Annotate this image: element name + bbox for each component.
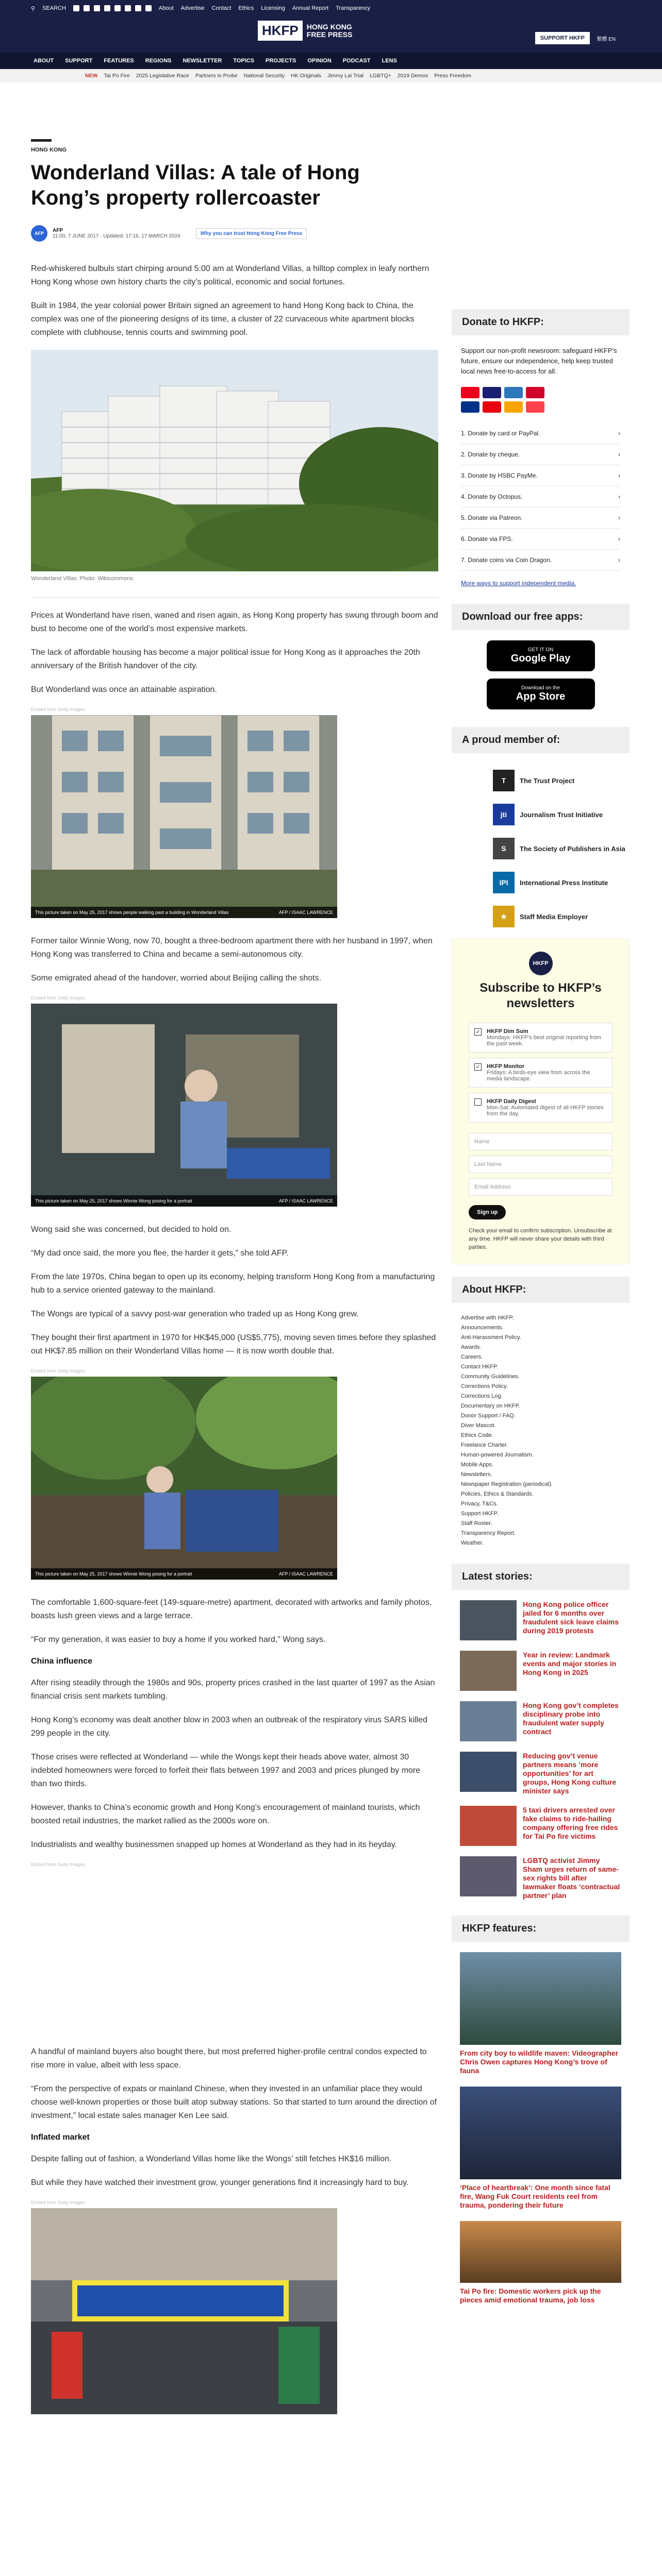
visa-icon bbox=[483, 387, 501, 398]
about-link[interactable]: Mobile Apps. bbox=[461, 1462, 493, 1468]
member-heading: A proud member of: bbox=[452, 727, 630, 753]
x-icon[interactable] bbox=[84, 5, 90, 11]
telegram-icon[interactable] bbox=[125, 5, 131, 11]
donate-option[interactable] bbox=[461, 465, 620, 486]
chevron-right-icon: › bbox=[618, 493, 620, 500]
article-title: Wonderland Villas: A tale of Hong Kong’s property rollercoaster bbox=[31, 161, 360, 209]
trust-link[interactable]: Why you can trust Hong Kong Free Press bbox=[196, 228, 307, 239]
newsletter-name: HKFP Daily Digest bbox=[487, 1098, 536, 1105]
email-icon[interactable] bbox=[145, 5, 152, 11]
story-title[interactable]: LGBTQ activist Jimmy Sham urges return of same-sex rights bill after lawmaker floats ‘contractual partner’ plan bbox=[523, 1856, 620, 1900]
latest-story[interactable] bbox=[452, 1806, 630, 1846]
facebook-icon[interactable] bbox=[73, 5, 79, 11]
linkedin-icon[interactable] bbox=[135, 5, 141, 11]
jti-badge[interactable] bbox=[452, 798, 630, 832]
about-heading: About HKFP: bbox=[452, 1277, 630, 1303]
ipi-badge[interactable] bbox=[452, 866, 630, 900]
newsletter-option[interactable] bbox=[469, 1093, 613, 1123]
logo-text: HONG KONG FREE PRESS bbox=[306, 22, 353, 39]
getty-caption: This picture taken on May 25, 2017 shows Winnie Wong posing for a portrait bbox=[35, 1198, 192, 1204]
getty-photo-terrace[interactable] bbox=[31, 1377, 337, 1580]
new-badge: NEW bbox=[85, 73, 98, 79]
main-nav bbox=[0, 53, 662, 69]
about-link[interactable]: Ethics Code. bbox=[461, 1432, 493, 1438]
member-label: Journalism Trust Initiative bbox=[520, 810, 603, 819]
donate-option[interactable] bbox=[461, 529, 620, 550]
google-play-label: Google Play bbox=[510, 653, 571, 664]
about-link[interactable]: Careers. bbox=[461, 1354, 483, 1360]
youtube-icon[interactable] bbox=[114, 5, 121, 11]
signup-button[interactable]: Sign up bbox=[469, 1205, 506, 1219]
newsletter-box bbox=[452, 939, 630, 1264]
member-label: The Trust Project bbox=[520, 776, 575, 785]
about-link[interactable]: Donor Support / FAQ. bbox=[461, 1413, 516, 1419]
paragraph: The lack of affordable housing has become a major political issue for Hong Kong as it approaches the 20th anniversary of the British handover of the city. bbox=[31, 648, 420, 670]
about-links bbox=[452, 1313, 630, 1548]
about-link[interactable]: Community Guidelines. bbox=[461, 1374, 520, 1380]
site-logo[interactable] bbox=[258, 21, 353, 41]
last-name-input[interactable]: Last Name bbox=[469, 1156, 613, 1173]
getty-caption: This picture taken on May 25, 2017 shows people walking past a building in Wonderland Villas bbox=[35, 910, 229, 915]
trending-link[interactable]: National Security bbox=[243, 73, 285, 79]
app-store-small: Download on the bbox=[521, 685, 560, 691]
newsletter-option[interactable] bbox=[469, 1023, 613, 1053]
getty-photo-portrait[interactable] bbox=[31, 1004, 337, 1207]
member-label: The Society of Publishers in Asia bbox=[520, 844, 625, 853]
author-avatar[interactable]: AFP bbox=[31, 225, 47, 242]
payme-icon bbox=[483, 401, 501, 413]
donate-option[interactable] bbox=[461, 486, 620, 507]
portrait-illustration bbox=[31, 1004, 337, 1207]
google-play-small: GET IT ON bbox=[527, 647, 554, 653]
story-thumbnail[interactable] bbox=[460, 1806, 517, 1846]
about-link[interactable]: Documentary on HKFP. bbox=[461, 1403, 520, 1409]
about-link[interactable]: Contact HKFP. bbox=[461, 1364, 498, 1370]
divider bbox=[31, 597, 438, 598]
newsletter-note: Check your email to confirm subscription. Unsubscribe at any time. HKFP will never share your details with third parties. bbox=[469, 1228, 612, 1250]
paragraph: The comfortable 1,600-square-feet (149-square-metre) apartment, decorated with artworks and family photos, boasts lush green views and a large terrace. bbox=[31, 1598, 432, 1620]
paragraph: From the late 1970s, China began to open up its economy, helping transform Hong Kong from a manufacturing hub to a service oriented gateway to the mainland. bbox=[31, 1273, 435, 1295]
paragraph: “For my generation, it was easier to buy a home if you worked hard,” Wong says. bbox=[31, 1635, 326, 1644]
checkbox-icon[interactable] bbox=[474, 1098, 482, 1106]
donate-option[interactable] bbox=[461, 444, 620, 465]
getty-photo-street[interactable] bbox=[31, 2208, 337, 2414]
feature-thumbnail[interactable] bbox=[460, 2221, 621, 2283]
feature-thumbnail[interactable] bbox=[460, 2087, 621, 2179]
checkbox-checked-icon[interactable]: ✓ bbox=[474, 1028, 482, 1036]
story-title[interactable]: Reducing gov’t venue partners means ‘more opportunities’ for art groups, Hong Kong culture minister says bbox=[523, 1752, 617, 1795]
divider bbox=[31, 139, 52, 142]
language-switch[interactable]: 繁體 EN bbox=[597, 37, 616, 42]
about-link[interactable]: Anti-Harassment Policy. bbox=[461, 1334, 521, 1341]
patreon-icon bbox=[526, 401, 544, 413]
getty-photo-building[interactable] bbox=[31, 715, 337, 918]
ethics-link[interactable]: Ethics bbox=[238, 5, 254, 11]
employer-icon: ★ bbox=[493, 906, 515, 927]
newsletter-title: Subscribe to HKFP’s newsletters bbox=[479, 981, 602, 1010]
story-title[interactable]: Year in review: Landmark events and major stories in Hong Kong in 2025 bbox=[523, 1651, 617, 1676]
paragraph: Former tailor Winnie Wong, now 70, bought a three-bedroom apartment there with her husband in 1997, when Hong Kong was transferred to China and became a semi-autonomous city. bbox=[31, 937, 433, 959]
story-title[interactable]: Hong Kong police officer jailed for 6 months over fraudulent sick leave claims during 2019 protests bbox=[523, 1600, 619, 1635]
newsletter-desc: Mon-Sat: Automated digest of all HKFP stories from the day. bbox=[487, 1105, 604, 1117]
nav-opinion[interactable]: OPINION bbox=[307, 58, 332, 64]
donate-option-label: 4. Donate by Octopus. bbox=[461, 493, 523, 500]
getty-credit: AFP / ISAAC LAWRENCE bbox=[278, 910, 333, 915]
trending-link[interactable]: Press Freedom bbox=[434, 73, 472, 79]
about-link[interactable]: Policies, Ethics & Standards. bbox=[461, 1491, 534, 1497]
donate-box bbox=[452, 346, 630, 588]
donate-heading: Donate to HKFP: bbox=[452, 309, 630, 335]
contact-link[interactable]: Contact bbox=[211, 5, 231, 11]
story-thumbnail[interactable] bbox=[460, 1856, 517, 1896]
about-link[interactable]: Transparency Report. bbox=[461, 1530, 516, 1536]
byline bbox=[31, 225, 438, 242]
annual-report-link[interactable]: Annual Report bbox=[292, 5, 329, 11]
paragraph: Wong said she was concerned, but decided to hold on. bbox=[31, 1225, 231, 1234]
feature-title[interactable]: Tai Po fire: Domestic workers pick up the pieces amid emotional trauma, job loss bbox=[460, 2287, 601, 2304]
support-hkfp-button[interactable]: SUPPORT HKFP bbox=[535, 32, 590, 44]
paypal-icon bbox=[461, 401, 479, 413]
more-ways-link[interactable]: More ways to support independent media. bbox=[461, 580, 576, 587]
paragraph: Some emigrated ahead of the handover, worried about Beijing calling the shots. bbox=[31, 974, 322, 982]
unionpay-icon bbox=[526, 387, 544, 398]
top-utility-bar bbox=[0, 0, 662, 16]
chevron-right-icon: › bbox=[618, 472, 620, 479]
donate-option[interactable] bbox=[461, 423, 620, 444]
about-link[interactable]: Human-powered Journalism. bbox=[461, 1452, 534, 1458]
app-store-label: App Store bbox=[516, 691, 566, 702]
chevron-right-icon: › bbox=[618, 514, 620, 521]
sopa-icon: S bbox=[493, 838, 515, 859]
about-link[interactable]: Announcements. bbox=[461, 1325, 504, 1331]
chevron-right-icon: › bbox=[618, 535, 620, 543]
story-thumbnail[interactable] bbox=[460, 1651, 517, 1691]
paragraph: Those crises were reflected at Wonderland — while the Wongs kept their heads above water, almost 30 indebted homeowners were forced to forfeit their flats between 1997 and 2003 and prices plunged by more than two thirds. bbox=[31, 1753, 421, 1788]
trending-link[interactable]: Jimmy Lai Trial bbox=[327, 73, 364, 79]
chevron-right-icon: › bbox=[618, 556, 620, 564]
about-link[interactable]: Weather. bbox=[461, 1540, 484, 1546]
paragraph: Hong Kong’s economy was dealt another blow in 2003 when an outbreak of the respiratory virus SARS killed 299 people in the city. bbox=[31, 1716, 428, 1738]
nav-podcast[interactable]: PODCAST bbox=[342, 58, 371, 64]
social-icons bbox=[73, 5, 152, 11]
checkbox-checked-icon[interactable]: ✓ bbox=[474, 1063, 482, 1071]
about-link[interactable]: About bbox=[158, 5, 174, 11]
features-heading: HKFP features: bbox=[452, 1916, 630, 1942]
about-link[interactable]: Support HKFP. bbox=[461, 1511, 499, 1517]
getty-embed-label: Embed from Getty Images bbox=[31, 1862, 86, 1867]
transparency-link[interactable]: Transparency bbox=[336, 5, 371, 11]
donate-options bbox=[461, 423, 620, 571]
terrace-illustration bbox=[31, 1377, 337, 1580]
feature-thumbnail[interactable] bbox=[460, 1952, 621, 2045]
paragraph: The Wongs are typical of a savvy post-war generation who traded up as Hong Kong grew. bbox=[31, 1310, 359, 1318]
paragraph: However, thanks to China’s economic growth and Hong Kong’s encouragement of mainland tourists, which boosted retail industries, the market rallied as the 2000s wore on. bbox=[31, 1803, 420, 1825]
newsletter-desc: Fridays: A birds-eye view from across the media landscape. bbox=[487, 1070, 590, 1082]
trending-link[interactable]: 2025 Legislative Race bbox=[136, 73, 190, 79]
newsletter-option[interactable] bbox=[469, 1058, 613, 1088]
trending-link[interactable]: 2019 Demos bbox=[397, 73, 428, 79]
paragraph: Red-whiskered bulbuls start chirping around 5:00 am at Wonderland Villas, a hilltop complex in leafy northern Hong Kong whose own history charts the city’s political, economic and social fortunes. bbox=[31, 264, 429, 286]
nav-newsletter[interactable]: NEWSLETTER bbox=[183, 58, 222, 64]
getty-embed-placeholder bbox=[31, 1870, 438, 2045]
donate-option-label: 2. Donate by cheque. bbox=[461, 451, 520, 458]
trending-link[interactable]: Tai Po Fire bbox=[104, 73, 130, 79]
search-link[interactable]: SEARCH bbox=[42, 5, 66, 11]
member-label: Staff Media Employer bbox=[520, 912, 588, 921]
feature-title[interactable]: ‘Place of heartbreak’: One month since fatal fire, Wang Fuk Court residents reel from trauma, pondering their future bbox=[460, 2183, 610, 2209]
sidebar bbox=[452, 309, 630, 2316]
nav-about[interactable]: ABOUT bbox=[34, 58, 54, 64]
article bbox=[31, 139, 438, 2418]
employer-badge[interactable] bbox=[452, 900, 630, 934]
getty-caption: This picture taken on May 25, 2017 shows Winnie Wong posing for a portrait bbox=[35, 1571, 192, 1577]
getty-credit: AFP / ISAAC LAWRENCE bbox=[278, 1571, 333, 1577]
latest-story[interactable] bbox=[452, 1701, 630, 1741]
getty-credit: AFP / ISAAC LAWRENCE bbox=[278, 1198, 333, 1204]
building-facade-illustration bbox=[31, 715, 337, 918]
story-title[interactable]: Hong Kong gov’t completes disciplinary probe into fraudulent water supply contract bbox=[523, 1701, 619, 1736]
paragraph: “My dad once said, the more you flee, the harder it gets,” she told AFP. bbox=[31, 1249, 289, 1258]
first-name-input[interactable]: Name bbox=[469, 1133, 613, 1150]
building-illustration bbox=[31, 350, 438, 571]
donate-option-label: 1. Donate by card or PayPal. bbox=[461, 430, 540, 437]
publish-date: 11:00, 7 JUNE 2017 · Updated: 17:16, 17 MARCH 2024 bbox=[53, 233, 180, 239]
donate-option-label: 7. Donate coins via Coin Dragon. bbox=[461, 556, 552, 564]
story-thumbnail[interactable] bbox=[460, 1701, 517, 1741]
latest-story[interactable] bbox=[452, 1752, 630, 1795]
jti-icon: jti bbox=[493, 804, 515, 825]
google-play-button[interactable] bbox=[487, 640, 595, 671]
trending-link[interactable]: Partners in Probe bbox=[195, 73, 238, 79]
getty-embed-label: Embed from Getty Images bbox=[31, 995, 86, 1001]
newsletter-desc: Mondays: HKFP’s best original reporting from the past week. bbox=[487, 1035, 601, 1047]
about-link[interactable]: Advertise with HKFP. bbox=[461, 1315, 514, 1321]
wonderland-villas-photo bbox=[31, 350, 438, 571]
licensing-link[interactable]: Licensing bbox=[261, 5, 285, 11]
getty-caption-bar[interactable] bbox=[31, 907, 337, 918]
nav-lens[interactable]: LENS bbox=[382, 58, 397, 64]
about-link[interactable]: Freelance Charter. bbox=[461, 1442, 508, 1448]
paragraph: Built in 1984, the year colonial power Britain signed an agreement to hand Hong Kong back to China, the complex was one of the pioneering designs of its time, a cluster of 22 curvaceous white apartment blocks complete with clubhouse, tennis courts and swimming pool. bbox=[31, 301, 415, 337]
about-link[interactable]: Diver Mascot. bbox=[461, 1422, 496, 1429]
mastercard-icon bbox=[461, 387, 479, 398]
paragraph: Industrialists and wealthy businessmen snapped up homes at Wonderland as they had in its heyday. bbox=[31, 1840, 398, 1849]
paragraph: But while they have watched their investment grow, younger generations find it increasingly hard to buy. bbox=[31, 2178, 409, 2187]
paragraph: After rising steadily through the 1980s and 90s, property prices crashed in the last quarter of 1997 as the Asian financial crisis sent markets tumbling. bbox=[31, 1679, 435, 1701]
paragraph: But Wonderland was once an attainable aspiration. bbox=[31, 685, 217, 694]
story-thumbnail[interactable] bbox=[460, 1752, 517, 1792]
donate-text: Support our non-profit newsroom: safeguard HKFP’s future, ensure our independence, help keep trusted local news free-to-access for all. bbox=[461, 347, 617, 375]
about-link[interactable]: Privacy, T&Cs. bbox=[461, 1501, 498, 1507]
about-link[interactable]: Corrections Policy. bbox=[461, 1383, 508, 1389]
sopa-badge[interactable] bbox=[452, 832, 630, 866]
chevron-right-icon: › bbox=[618, 430, 620, 437]
hkfp-logo-icon: HKFP bbox=[529, 952, 553, 975]
logo-mark: HKFP bbox=[258, 21, 303, 41]
newsletter-name: HKFP Monitor bbox=[487, 1063, 525, 1070]
trust-project-badge[interactable] bbox=[452, 764, 630, 798]
getty-embed-label: Embed from Getty Images bbox=[31, 2200, 86, 2205]
amex-icon bbox=[504, 387, 523, 398]
email-input[interactable]: Email Address bbox=[469, 1178, 613, 1196]
donate-option[interactable] bbox=[461, 550, 620, 571]
getty-caption-bar[interactable] bbox=[31, 1568, 337, 1580]
donate-option-label: 3. Donate by HSBC PayMe. bbox=[461, 472, 538, 479]
latest-heading: Latest stories: bbox=[452, 1564, 630, 1590]
advertise-link[interactable]: Advertise bbox=[180, 5, 205, 11]
apps-heading: Download our free apps: bbox=[452, 604, 630, 630]
story-thumbnail[interactable] bbox=[460, 1600, 517, 1640]
feature-title[interactable]: From city boy to wildlife maven: Videographer Chris Owen captures Hong Kong’s trove of fauna bbox=[460, 2049, 619, 2075]
getty-caption-bar[interactable] bbox=[31, 1195, 337, 1207]
author-name[interactable]: AFP bbox=[53, 228, 63, 233]
instagram-icon[interactable] bbox=[94, 5, 100, 11]
search-icon[interactable]: ⚲ bbox=[31, 5, 36, 12]
app-store-button[interactable] bbox=[487, 679, 595, 709]
donate-option-label: 5. Donate via Patreon. bbox=[461, 514, 523, 521]
nav-topics[interactable]: TOPICS bbox=[233, 58, 255, 64]
nav-support[interactable]: SUPPORT bbox=[65, 58, 93, 64]
paragraph: Prices at Wonderland have risen, waned and risen again, as Hong Kong property has swung through boom and bust to become one of the world’s most expensive markets. bbox=[31, 611, 438, 633]
member-label: International Press Institute bbox=[520, 878, 608, 887]
paragraph: A handful of mainland buyers also bought there, but most preferred higher-profile central condos expected to rise more in value, albeit with less space. bbox=[31, 2047, 427, 2070]
newsletter-name: HKFP Dim Sum bbox=[487, 1028, 528, 1035]
about-link[interactable]: Newsletters. bbox=[461, 1471, 492, 1478]
trending-link[interactable]: LGBTQ+ bbox=[370, 73, 391, 79]
getty-embed-label: Embed from Getty Images bbox=[31, 1368, 86, 1374]
about-link[interactable]: Newspaper Registration (periodical). bbox=[461, 1481, 553, 1487]
latest-story[interactable] bbox=[452, 1600, 630, 1640]
about-link[interactable]: Awards. bbox=[461, 1344, 482, 1350]
about-link[interactable]: Corrections Log. bbox=[461, 1393, 503, 1399]
latest-story[interactable] bbox=[452, 1856, 630, 1900]
paragraph: “From the perspective of expats or mainland Chinese, when they invested in an unfamiliar place they would choose well-known properties or those built atop subway stations. So that started to turn around the direction of investment,” local estate sales manager Ken Lee said. bbox=[31, 2084, 437, 2120]
feature-story[interactable] bbox=[460, 2221, 621, 2304]
feature-story[interactable] bbox=[460, 1952, 621, 2075]
chevron-right-icon: › bbox=[618, 451, 620, 458]
ipi-icon: IPI bbox=[493, 872, 515, 893]
trending-bar bbox=[0, 69, 662, 82]
donate-option[interactable] bbox=[461, 507, 620, 529]
story-title[interactable]: 5 taxi drivers arrested over fake claims to ride-hailing company offering free rides for Tai Po fire victims bbox=[523, 1806, 618, 1840]
subheading: China influence bbox=[31, 1657, 93, 1666]
article-category[interactable]: HONG KONG bbox=[31, 147, 67, 153]
feature-story[interactable] bbox=[460, 2087, 621, 2210]
subheading: Inflated market bbox=[31, 2133, 90, 2142]
about-link[interactable]: Staff Roster. bbox=[461, 1520, 492, 1527]
latest-story[interactable] bbox=[452, 1651, 630, 1691]
nav-projects[interactable]: PROJECTS bbox=[266, 58, 296, 64]
donate-option-label: 6. Donate via FPS. bbox=[461, 535, 513, 543]
street-illustration bbox=[31, 2208, 337, 2414]
nav-features[interactable]: FEATURES bbox=[104, 58, 134, 64]
paragraph: They bought their first apartment in 1970 for HK$45,000 (US$5,775), moving seven times before they splashed out HK$7.85 million on their Wonderland Villas home — it is now worth double that. bbox=[31, 1333, 436, 1355]
threads-icon[interactable] bbox=[104, 5, 110, 11]
payment-icons bbox=[461, 387, 549, 413]
photo-caption: Wonderland Villas. Photo: Wikicommons. bbox=[31, 575, 135, 582]
octopus-icon bbox=[504, 401, 523, 413]
nav-regions[interactable]: REGIONS bbox=[145, 58, 172, 64]
paragraph: Despite falling out of fashion, a Wonderland Villas home like the Wongs’ still fetches HK$16 million. bbox=[31, 2155, 392, 2163]
getty-embed-label: Embed from Getty Images bbox=[31, 707, 86, 712]
trust-project-icon: T bbox=[493, 770, 515, 791]
trending-link[interactable]: HK Originals bbox=[291, 73, 322, 79]
